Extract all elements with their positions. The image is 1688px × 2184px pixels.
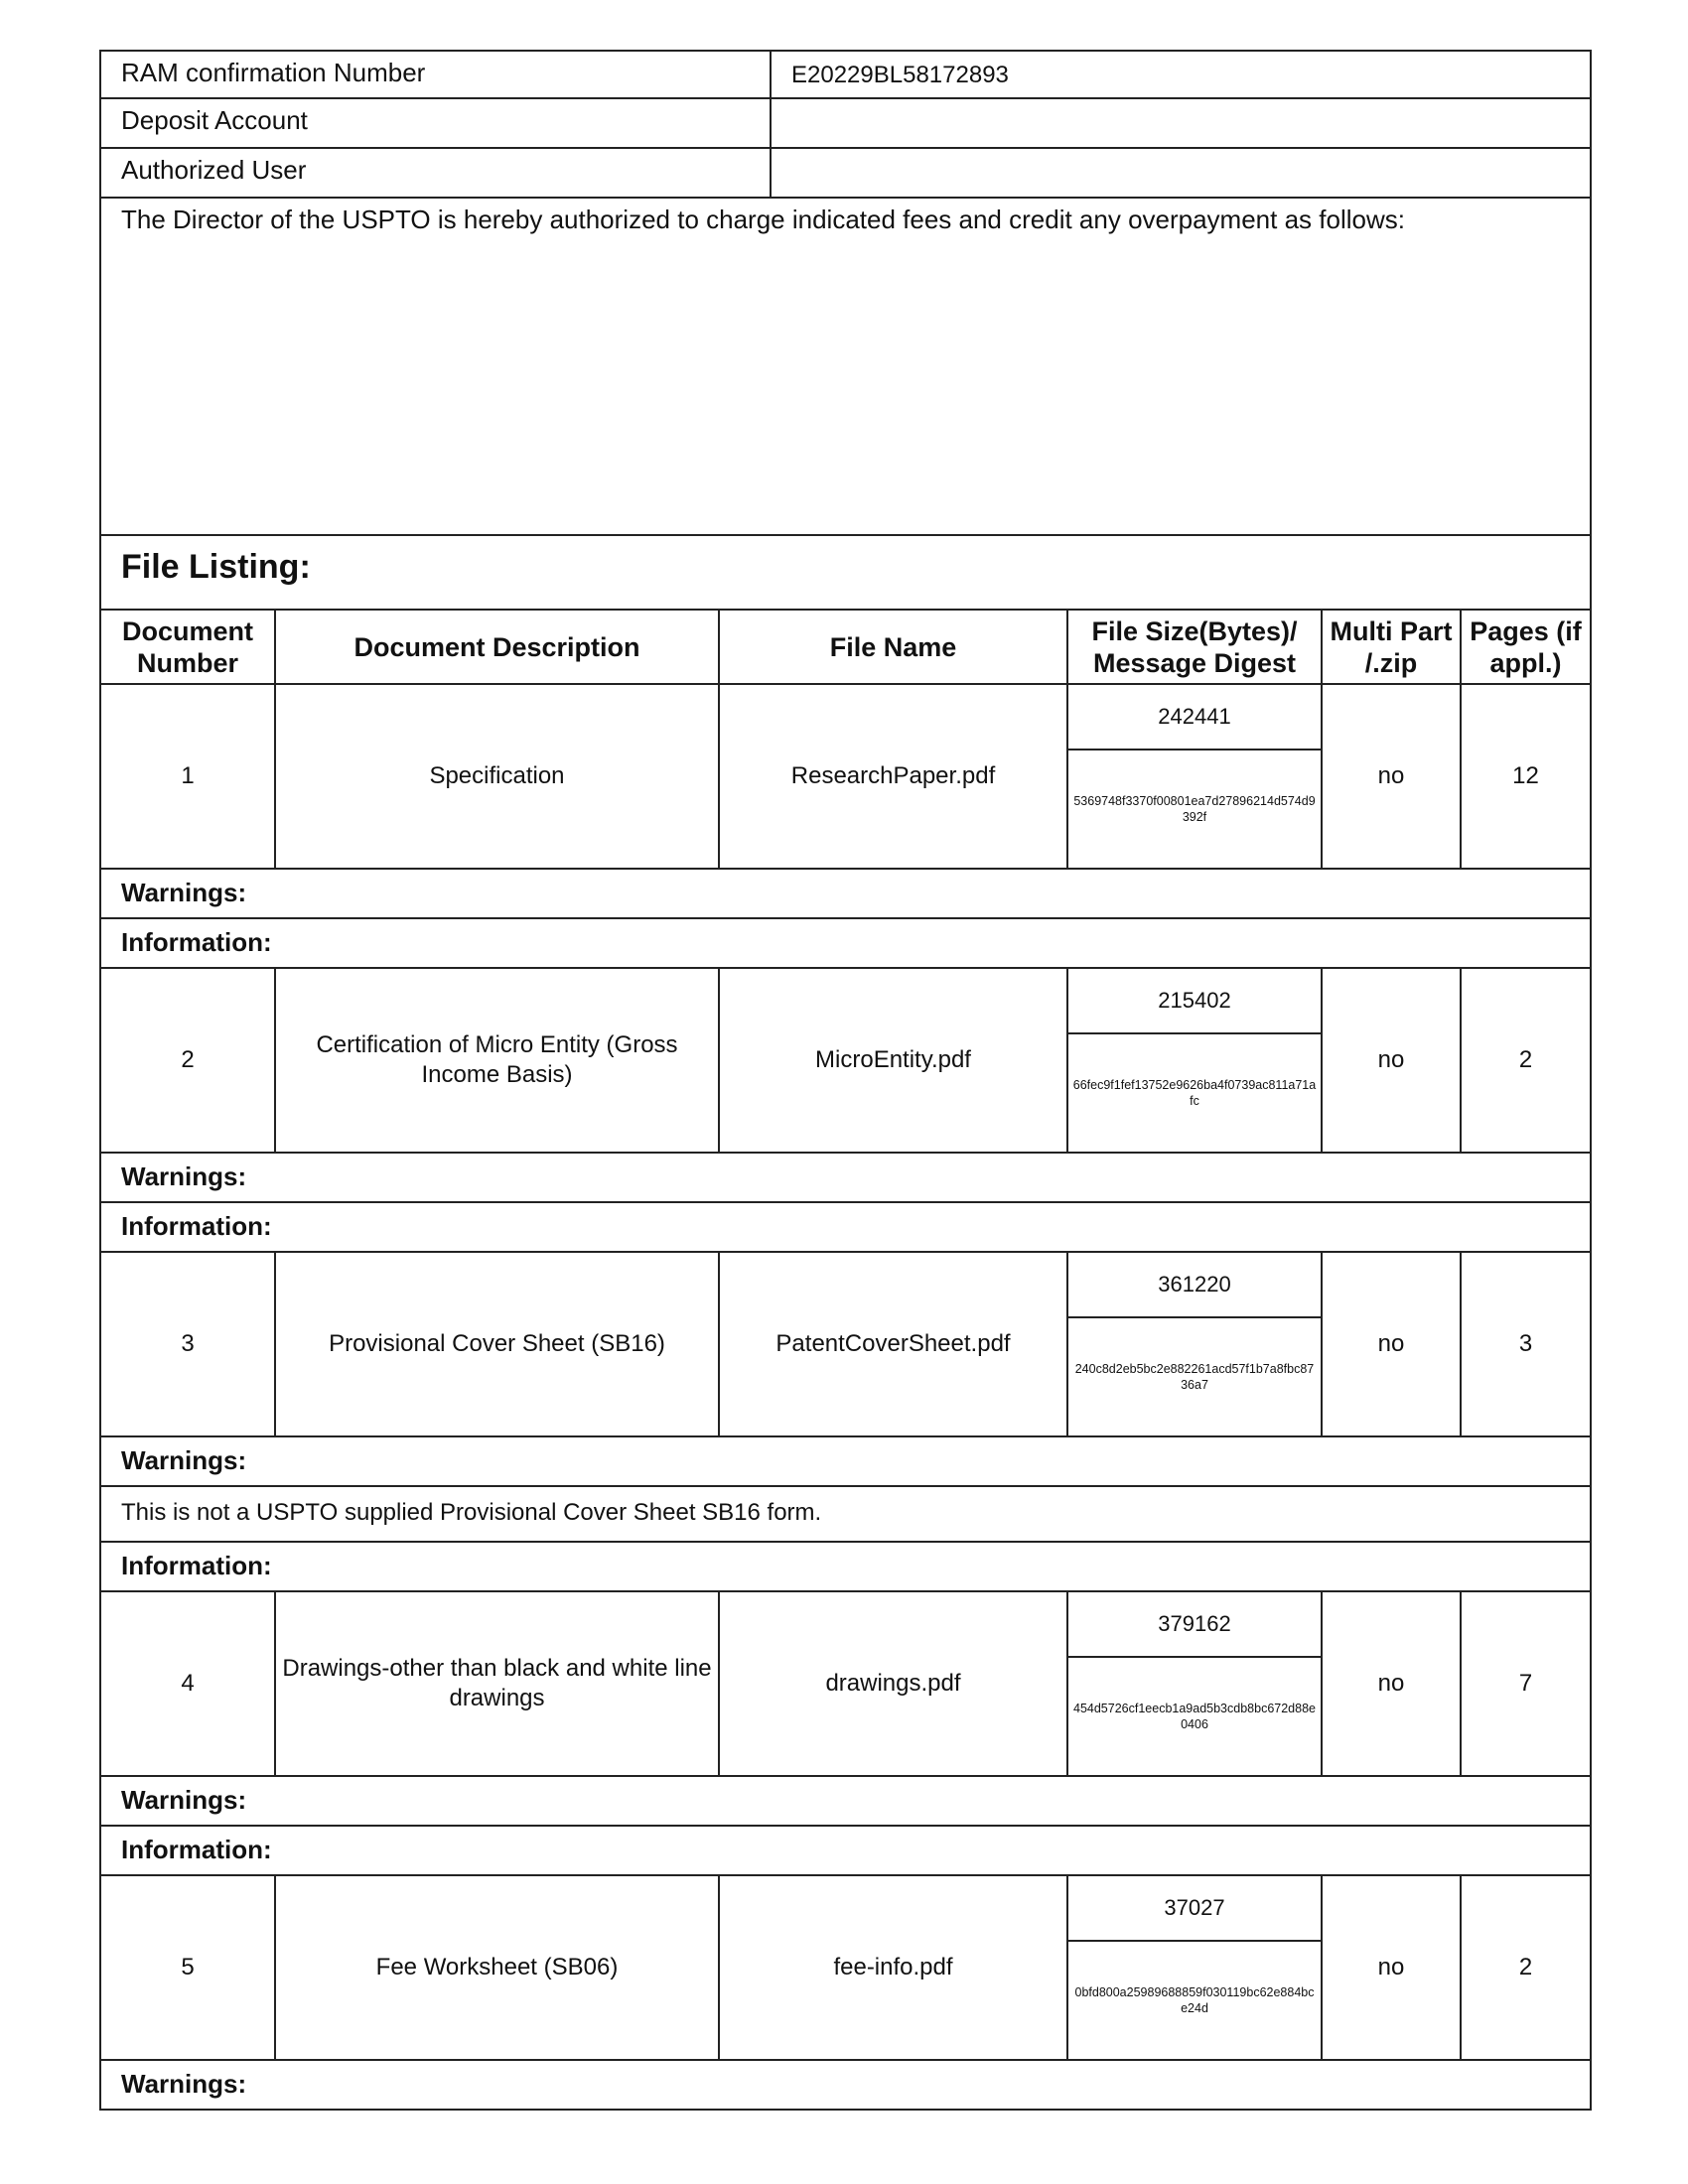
file-size: 379162 [1068,1592,1321,1658]
file-name: PatentCoverSheet.pdf [720,1253,1068,1435]
authorized-value [772,149,1590,197]
file-size: 37027 [1068,1876,1321,1942]
file-name: fee-info.pdf [720,1876,1068,2059]
information-label: Information: [99,1827,1592,1876]
col-header-pages: Pages (if appl.) [1470,615,1582,678]
warnings-label: Warnings: [99,1437,1592,1487]
file-size: 215402 [1068,969,1321,1034]
multipart: no [1323,969,1462,1152]
warnings-label: Warnings: [99,1777,1592,1827]
size-digest-cell [1068,969,1323,1152]
message-digest: 66fec9f1fef13752e9626ba4f0739ac811a71afc [1072,1078,1317,1109]
multipart: no [1323,685,1462,868]
size-digest-cell [1068,685,1323,868]
file-listing-header [99,611,1592,685]
document-number: 1 [101,685,276,868]
document-description: Fee Worksheet (SB06) [276,1876,720,2059]
table-row [99,685,1592,870]
multipart: no [1323,1876,1462,2059]
ram-value: E20229BL58172893 [791,62,1009,88]
information-label: Information: [99,1203,1592,1253]
multipart: no [1323,1592,1462,1775]
multipart: no [1323,1253,1462,1435]
authorization-text: The Director of the USPTO is hereby authorized to charge indicated fees and credit any overpayment as follows: [99,199,1592,536]
file-listing-rows [99,685,1592,2111]
message-digest: 240c8d2eb5bc2e882261acd57f1b7a8fbc8736a7 [1074,1362,1315,1393]
message-digest: 454d5726cf1eecb1a9ad5b3cdb8bc672d88e0406 [1073,1702,1316,1732]
deposit-row [99,99,1592,149]
warnings-label: Warnings: [99,870,1592,919]
file-name: drawings.pdf [720,1592,1068,1775]
col-header-description: Document Description [276,611,720,683]
col-header-file-name: File Name [720,611,1068,683]
size-digest-cell [1068,1876,1323,2059]
information-label: Information: [99,1543,1592,1592]
pages: 2 [1518,1954,1533,1980]
file-listing-title: File Listing: [99,536,1592,611]
message-digest: 0bfd800a25989688859f030119bc62e884bce24d [1074,1985,1315,2016]
file-name: ResearchPaper.pdf [720,685,1068,868]
pages: 3 [1518,1330,1533,1357]
col-header-size-digest: File Size(Bytes)/ Message Digest [1068,611,1323,683]
document-description: Certification of Micro Entity (Gross Income Basis) [276,969,720,1152]
document-number: 4 [101,1592,276,1775]
table-row [99,1592,1592,1777]
warning-text: This is not a USPTO supplied Provisional Cover Sheet SB16 form. [99,1487,1592,1543]
ram-row [99,50,1592,99]
form-frame [99,50,1592,2111]
col-header-multipart: Multi Part /.zip [1323,611,1462,683]
document-number: 3 [101,1253,276,1435]
file-size: 242441 [1068,685,1321,751]
authorized-label: Authorized User [101,149,772,197]
pages: 7 [1518,1670,1533,1697]
file-name: MicroEntity.pdf [720,969,1068,1152]
information-label: Information: [99,919,1592,969]
authorized-row [99,149,1592,199]
ram-label: RAM confirmation Number [101,52,772,97]
warnings-label: Warnings: [99,1154,1592,1203]
deposit-value [772,99,1590,147]
size-digest-cell [1068,1253,1323,1435]
document-description: Specification [276,685,720,868]
document-number: 5 [101,1876,276,2059]
pages: 2 [1518,1046,1533,1073]
size-digest-cell [1068,1592,1323,1775]
document-description: Provisional Cover Sheet (SB16) [276,1253,720,1435]
table-row [99,1253,1592,1437]
deposit-label: Deposit Account [101,99,772,147]
table-row [99,1876,1592,2061]
document-number: 2 [101,969,276,1152]
table-row [99,969,1592,1154]
col-header-number: Document Number [101,611,276,683]
file-size: 361220 [1068,1253,1321,1318]
warnings-label: Warnings: [99,2061,1592,2111]
pages: 12 [1512,762,1539,789]
message-digest: 5369748f3370f00801ea7d27896214d574d9392f [1073,794,1316,825]
document-description: Drawings-other than black and white line drawings [276,1592,720,1775]
